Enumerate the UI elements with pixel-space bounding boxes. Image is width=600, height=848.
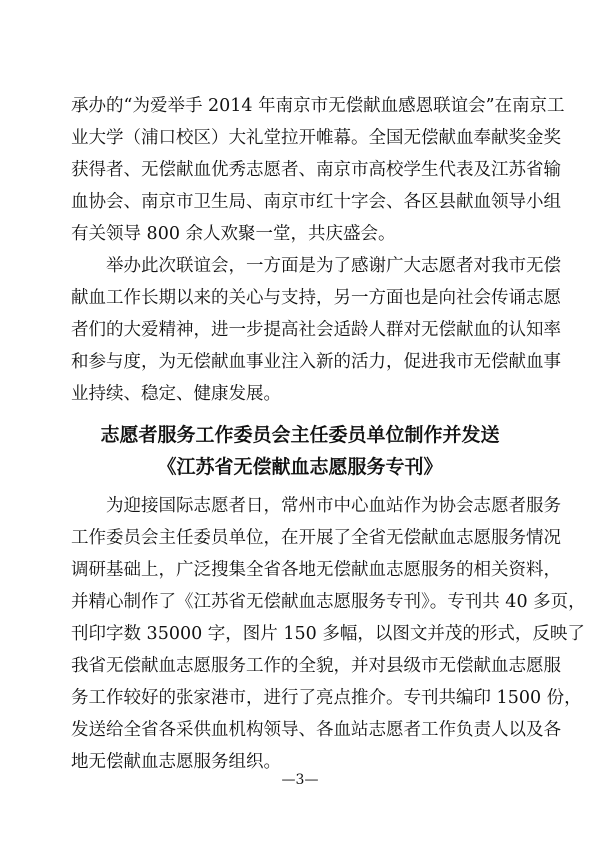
paragraph-line: 地无偿献血志愿服务组织。 xyxy=(71,752,281,772)
paragraph-line: 者们的大爱精神，进一步提高社会适龄人群对无偿献血的认知率 xyxy=(71,320,561,340)
paragraph-line: 获得者、无偿献血优秀志愿者、南京市高校学生代表及江苏省输 xyxy=(71,160,561,180)
paragraph-line: 血协会、南京市卫生局、南京市红十字会、各区县献血领导小组 xyxy=(71,192,561,212)
paragraph-line: 业持续、稳定、健康发展。 xyxy=(71,384,281,404)
paragraph-line: 刊印字数 35000 字，图片 150 多幅，以图文并茂的形式，反映了 xyxy=(71,624,585,644)
paragraph-line: 并精心制作了《江苏省无偿献血志愿服务专刊》。专刊共 40 多页， xyxy=(71,592,586,612)
paragraph-line: 有关领导 800 余人欢聚一堂，共庆盛会。 xyxy=(71,224,396,244)
paragraph-line: 务工作较好的张家港市，进行了亮点推介。专刊共编印 1500 份， xyxy=(71,688,582,708)
section-heading-line-1: 志愿者服务工作委员会主任委员单位制作并发送 xyxy=(100,424,500,446)
paragraph-line: 承办的“为爱举手 2014 年南京市无偿献血感恩联谊会”在南京工 xyxy=(71,96,565,116)
paragraph-line: 举办此次联谊会，一方面是为了感谢广大志愿者对我市无偿 xyxy=(106,256,561,276)
paragraph-line: 为迎接国际志愿者日，常州市中心血站作为协会志愿者服务 xyxy=(106,496,561,516)
paragraph-line: 和参与度，为无偿献血事业注入新的活力，促进我市无偿献血事 xyxy=(71,352,561,372)
page-number: —3— xyxy=(281,772,319,788)
paragraph-line: 献血工作长期以来的关心与支持，另一方面也是向社会传诵志愿 xyxy=(71,288,561,308)
paragraph-line: 工作委员会主任委员单位，在开展了全省无偿献血志愿服务情况 xyxy=(71,528,561,548)
paragraph-line: 发送给全省各采供血机构领导、各血站志愿者工作负责人以及各 xyxy=(71,720,561,740)
paragraph-line: 调研基础上，广泛搜集全省各地无偿献血志愿服务的相关资料， xyxy=(71,560,561,580)
section-heading-line-2: 《江苏省无偿献血志愿服务专刊》 xyxy=(157,456,443,478)
paragraph-line: 我省无偿献血志愿服务工作的全貌，并对县级市无偿献血志愿服 xyxy=(71,656,561,676)
paragraph-line: 业大学（浦口校区）大礼堂拉开帷幕。全国无偿献血奉献奖金奖 xyxy=(71,128,561,148)
